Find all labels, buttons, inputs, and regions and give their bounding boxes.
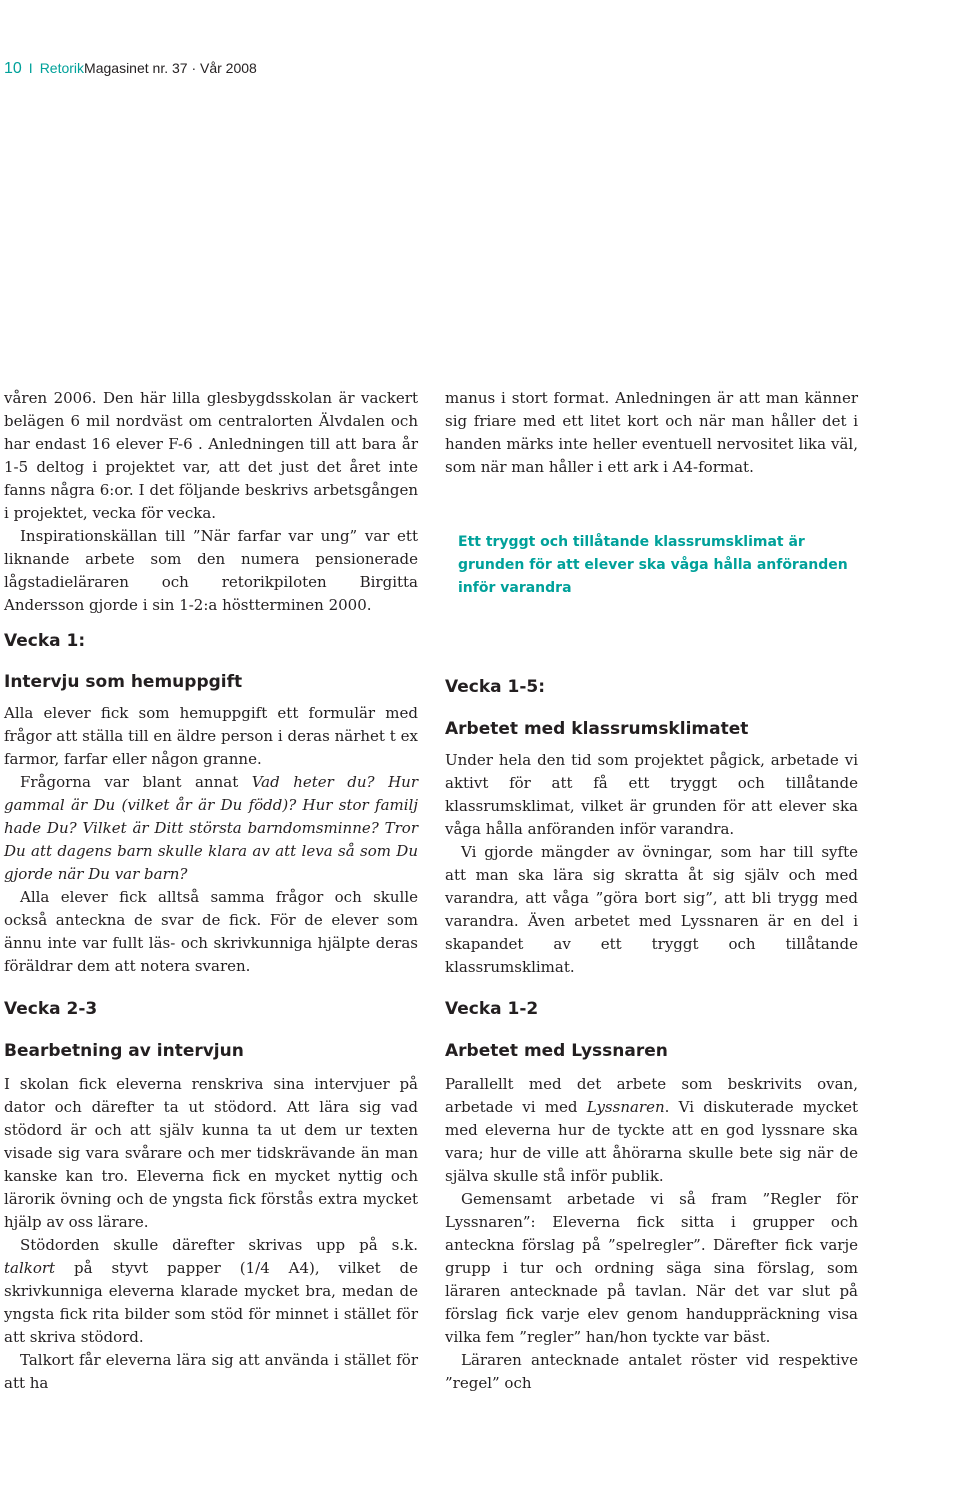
section-title: Arbetet med Lyssnaren <box>445 1041 668 1061</box>
section-paragraph <box>4 771 418 886</box>
section-week-heading: Vecka 1-5: <box>445 677 546 697</box>
section-paragraph: I skolan fick eleverna renskriva sina intervjuer på dator och därefter ta ut stödord. Att lära sig vad stödord är och att själv kunna ta ut dem ur texten visade sig vara svårare och mer tidskrävande än man kanske kan tro. Eleverna fick en mycket nyttig och lärorik övning och de yngsta fick förstås extra mycket hjälp av oss lärare. <box>4 1075 418 1231</box>
section-paragraph <box>445 1073 858 1188</box>
issue-label: · Vår 2008 <box>187 60 257 76</box>
text-span: Stödorden skulle därefter skrivas upp på s.k. <box>20 1236 418 1254</box>
section-paragraph: Talkort får eleverna lära sig att använda i stället för att ha <box>4 1351 418 1392</box>
section-title: Bearbetning av intervjun <box>4 1041 244 1061</box>
pull-quote: Ett tryggt och tillåtande klassrumsklimat är grunden för att elever ska våga hålla anföranden inför varandra <box>458 534 848 596</box>
section-paragraph: Läraren antecknade antalet röster vid respektive ”regel” och <box>445 1351 858 1392</box>
section-vecka-1 <box>4 630 418 978</box>
section-paragraph: Alla elever fick som hemuppgift ett formulär med frågor att ställa till en äldre person i deras närhet t ex farmor, farfar eller någon granne. <box>4 704 418 768</box>
emphasis: Lyssnaren <box>586 1098 665 1116</box>
intro-right-column <box>445 387 858 479</box>
text-span: på styvt papper (1/4 A4), vilket de skrivkunniga eleverna klarade mycket bra, medan de yngsta fick rita bilder som stöd för minnet i stället för att skriva stödord. <box>4 1259 418 1346</box>
section-paragraph: Under hela den tid som projektet pågick, arbetade vi aktivt för att få ett tryggt och tillåtande klassrumsklimat, vilket är grunden för att elever ska våga hålla anföranden inför varandra. <box>445 751 858 838</box>
emphasis: talkort <box>4 1259 56 1277</box>
section-paragraph: Alla elever fick alltså samma frågor och skulle också anteckna de svar de fick. För de elever som ännu inte var fullt läs- och skrivkunniga hjälpte deras föräldrar dem att notera svaren. <box>4 888 418 975</box>
section-vecka-1-2 <box>445 998 858 1395</box>
section-week-heading: Vecka 2-3 <box>4 999 98 1019</box>
intro-paragraph: våren 2006. Den här lilla glesbygdsskolan är vackert belägen 6 mil nordväst om centralorten Älvdalen och har endast 16 elever F-6 . Anledningen till att bara år 1-5 deltog i projektet var, att det just det året inte fanns några 6:or. I det följande beskrivs arbetsgången i projektet, vecka för vecka. <box>4 389 418 522</box>
magazine-brand: Retorik <box>39 60 85 76</box>
section-title: Arbetet med klassrumsklimatet <box>445 719 749 739</box>
page-number: 10 <box>4 60 22 77</box>
text-span: . Vi diskuterade mycket med eleverna hur de tyckte att en god lyssnare ska vara; hur de ville att åhörarna skulle bete sig när de själva skulle stå inför publik. <box>445 1098 858 1185</box>
header-separator: I <box>28 60 33 76</box>
section-vecka-1-5 <box>445 676 858 979</box>
magazine-name: Magasinet nr. 37 <box>84 60 188 76</box>
text-span: Frågorna var blant annat <box>20 773 252 791</box>
section-week-heading: Vecka 1-2 <box>445 999 539 1019</box>
section-paragraph: Vi gjorde mängder av övningar, som har till syfte att man ska lära sig skratta åt sig själv och med varandra, att våga ”göra bort sig”, att bli trygg med varandra. Även arbetet med Lyssnaren är en del i skapandet av ett tryggt och tillåtande klassrumsklimat. <box>445 843 858 976</box>
section-week-heading: Vecka 1: <box>4 631 86 651</box>
section-title: Intervju som hemuppgift <box>4 672 243 692</box>
section-paragraph <box>4 1234 418 1349</box>
intro-left-column <box>4 387 418 617</box>
section-paragraph: Gemensamt arbetade vi så fram ”Regler för Lyssnaren”: Eleverna fick sitta i grupper och anteckna förslag på ”spelregler”. Därefter fick varje grupp i tur och ordning säga sina förslag, som läraren antecknade på tavlan. När det var slut på förslag fick varje elev genom handuppräckning visa vilka fem ”regler” han/hon tyckte var bäst. <box>445 1190 858 1346</box>
intro-paragraph: manus i stort format. Anledningen är att man känner sig friare med ett litet kort och när man håller det i handen märks inte heller eventuell nervositet lika väl, som när man håller i ett ark i A4-format. <box>445 389 858 476</box>
section-vecka-2-3 <box>4 998 418 1395</box>
text-span: Parallellt med det arbete som beskrivits ovan, arbetade vi med <box>445 1075 858 1116</box>
running-header <box>4 60 257 78</box>
interview-questions: Vad heter du? Hur gammal är Du (vilket år är Du född)? Hur stor familj hade Du? Vilket är Ditt största barndomsminne? Tror Du att dagens barn skulle klara av att leva så som Du gjorde när Du var barn? <box>4 773 418 883</box>
intro-paragraph: Inspirationskällan till ”När farfar var ung” var ett liknande arbete som den numera pensionerade lågstadieläraren och retorikpiloten Birgitta Andersson gjorde i sin 1-2:a höstterminen 2000. <box>4 527 418 614</box>
